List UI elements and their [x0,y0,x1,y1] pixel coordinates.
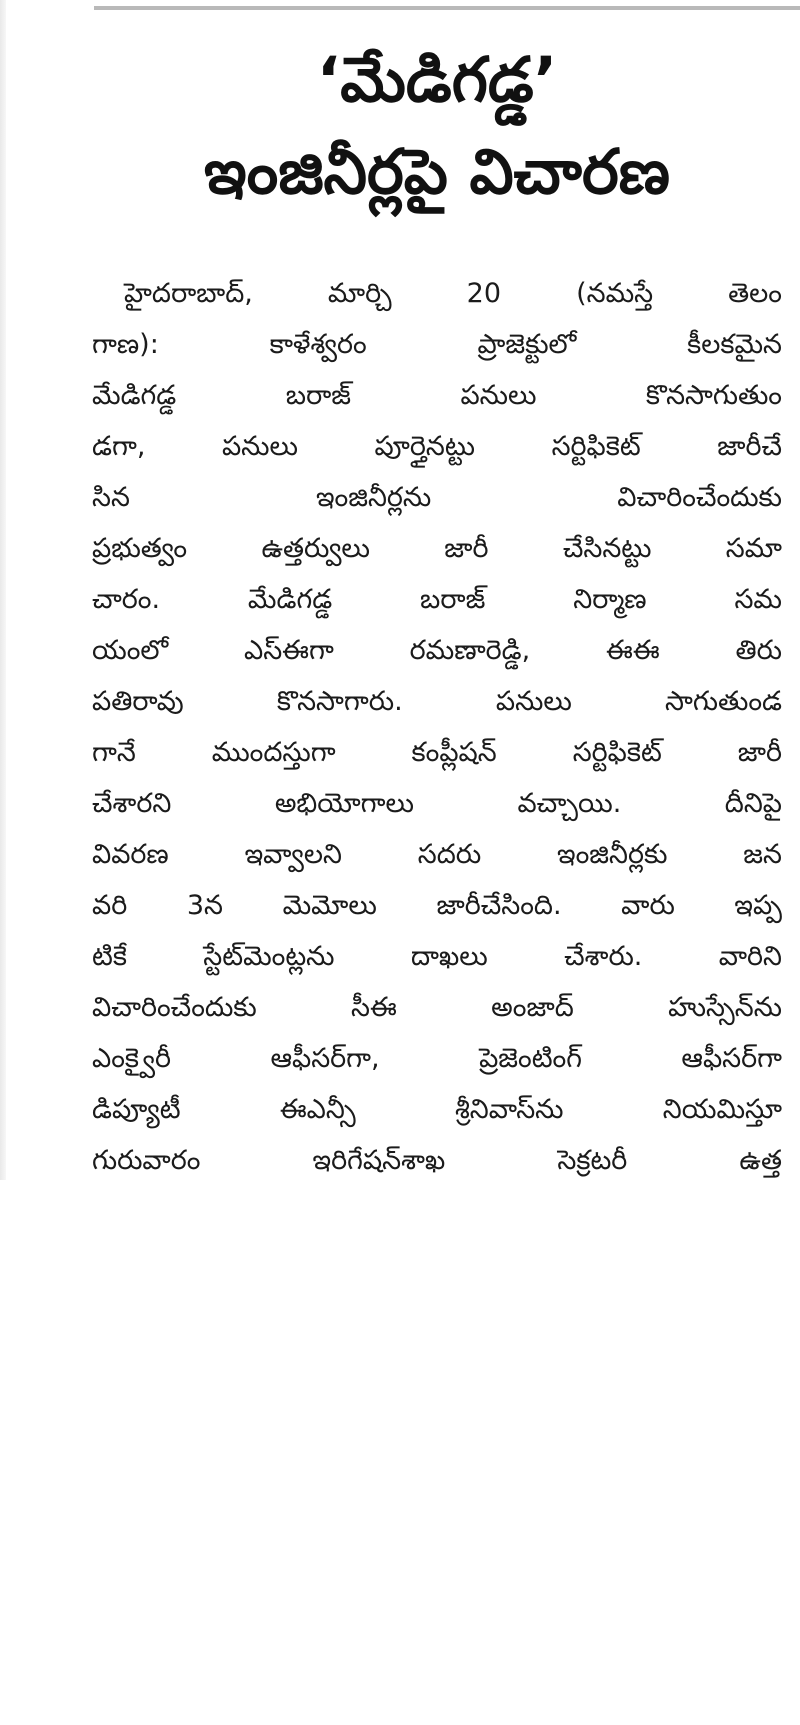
headline-line-2: ఇంజినీర్లపై విచారణ [204,135,670,208]
article-line-4: డగా, పనులు పూర్తైనట్టు సర్టిఫికెట్ జారీచే [92,431,782,462]
article-line-5: సిన ఇంజినీర్లను విచారించేందుకు [92,482,782,513]
article-line-16: ఎంక్వైరీ ఆఫీసర్‌గా, ప్రెజెంటింగ్ ఆఫీసర్‌గా [92,1043,782,1074]
headline [112,34,762,218]
article-line-13: వరి 3న మెమోలు జారీచేసింది. వారు ఇప్ప [92,890,782,921]
article-line-10: గానే ముందస్తుగా కంప్లీషన్ సర్టిఫికెట్ జారీ [92,737,782,768]
article-line-11: చేశారని అభియోగాలు వచ్చాయి. దీనిపై [92,788,782,819]
blank-page-area [0,1180,800,1725]
top-rule [94,6,800,10]
article-line-2: గాణ): కాళేశ్వరం ప్రాజెక్టులో కీలకమైన [92,329,782,360]
article-line-6: ప్రభుత్వం ఉత్తర్వులు జారీ చేసినట్టు సమా [92,533,782,564]
page-edge-shadow [0,0,6,1180]
article-line-3: మేడిగడ్డ బరాజ్ పనులు కొనసాగుతుం [92,380,782,411]
article-line-7: చారం. మేడిగడ్డ బరాజ్ నిర్మాణ సమ [92,584,782,615]
article-line-17: డిప్యూటీ ఈఎన్సీ శ్రీనివాస్‌ను నియమిస్తూ [92,1094,782,1125]
headline-line-1: ‘మేడిగడ్డ’ [316,43,558,116]
article-line-15: విచారించేందుకు సీఈ అంజాద్ హుస్సేన్‌ను [92,992,782,1023]
article-line-8: యంలో ఎస్ఈగా రమణారెడ్డి, ఈఈ తిరు [92,635,782,666]
article-line-1: హైదరాబాద్, మార్చి 20 (నమస్తే తెలం [124,278,782,309]
article-line-14: టికే స్టేట్‌మెంట్లను దాఖలు చేశారు. వారిని [92,941,782,972]
article-line-12: వివరణ ఇవ్వాలని సదరు ఇంజినీర్లకు జన [92,839,782,870]
article-line-18: గురువారం ఇరిగేషన్‌శాఖ సెక్రటరీ ఉత్త [92,1145,782,1176]
article-line-9: పతిరావు కొనసాగారు. పనులు సాగుతుండ [92,686,782,717]
